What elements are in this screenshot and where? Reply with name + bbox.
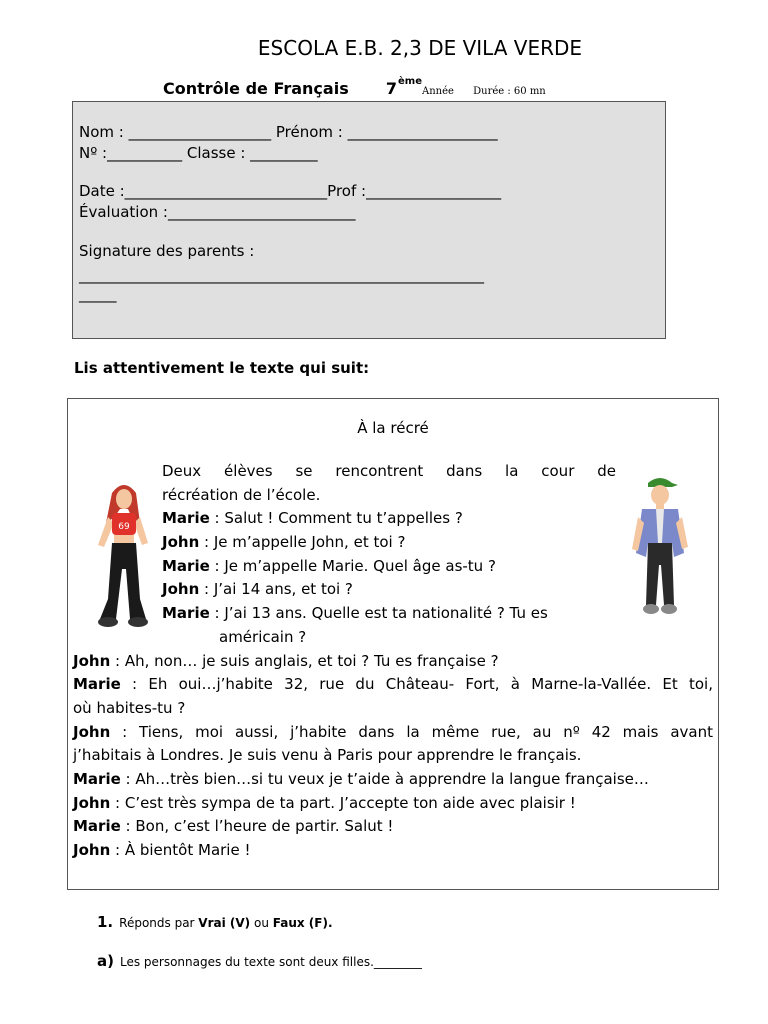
question-a-text[interactable]: Les personnages du texte sont deux filles.________ — [119, 955, 422, 969]
dialogue-line: John : Je m’appelle John, et toi ? — [162, 533, 406, 551]
dialogue-continuation: américain ? — [219, 628, 307, 646]
annee-label: Année — [422, 86, 454, 97]
date-prof-line[interactable]: Date :___________________________Prof :__________________ — [79, 182, 502, 200]
question-a: a) Les personnages du texte sont deux filles.________ — [97, 952, 422, 970]
story-intro-line-1: Deux élèves se rencontrent dans la cour de — [162, 462, 616, 480]
dialogue-line: j’habitais à Londres. Je suis venu à Paris pour apprendre le français. — [73, 746, 582, 764]
dialogue-line: Marie : Bon, c’est l’heure de partir. Salut ! — [73, 817, 394, 835]
girl-shirt-number: 69 — [118, 522, 130, 532]
story-title: À la récré — [357, 419, 429, 437]
dialogue-line: Marie : Ah…très bien…si tu veux je t’aide à apprendre la langue française… — [73, 770, 649, 788]
signature-label: Signature des parents : — [79, 242, 255, 260]
question-1: 1. Réponds par Vrai (V) ou Faux (F). — [97, 913, 333, 931]
text-box — [67, 398, 719, 890]
girl-illustration — [92, 479, 156, 629]
dialogue-line: Marie : Je m’appelle Marie. Quel âge as-tu ? — [162, 557, 496, 575]
dialogue-line: John : C’est très sympa de ta part. J’accepte ton aide avec plaisir ! — [73, 794, 576, 812]
signature-line[interactable]: ______________________________________________________ — [79, 266, 484, 284]
dialogue-line: Marie : J’ai 13 ans. Quelle est ta nationalité ? Tu es — [162, 604, 548, 622]
title-text: Contrôle de Français — [163, 79, 349, 98]
boy-illustration — [628, 473, 692, 619]
dialogue-line: John : À bientôt Marie ! — [73, 841, 251, 859]
dialogue-line: John : J’ai 14 ans, et toi ? — [162, 580, 353, 598]
number-class-line[interactable]: Nº :__________ Classe : _________ — [79, 144, 318, 162]
dialogue-line: John : Tiens, moi aussi, j’habite dans la même rue, au nº 42 mais avant — [73, 723, 713, 741]
grade: 7 — [385, 79, 398, 98]
grade-sup: ème — [398, 76, 422, 87]
story-intro-line-2: récréation de l’école. — [162, 486, 321, 504]
school-name: ESCOLA E.B. 2,3 DE VILA VERDE — [257, 36, 583, 60]
dialogue-line: John : Ah, non… je suis anglais, et toi ? Tu es française ? — [73, 652, 499, 670]
test-title — [163, 76, 546, 98]
dialogue-line: Marie : Salut ! Comment tu t’appelles ? — [162, 509, 463, 527]
evaluation-line[interactable]: Évaluation :_________________________ — [79, 203, 356, 221]
duration: Durée : 60 mn — [473, 86, 546, 97]
student-info-box — [72, 101, 666, 339]
dialogue-line: Marie : Eh oui…j’habite 32, rue du Château- Fort, à Marne-la-Vallée. Et toi, — [73, 675, 713, 693]
instruction: Lis attentivement le texte qui suit: — [74, 359, 370, 377]
name-line[interactable]: Nom : ___________________ Prénom : ____________________ — [79, 123, 498, 141]
dialogue-line: où habites-tu ? — [73, 699, 186, 717]
signature-line-end[interactable]: _____ — [79, 285, 117, 303]
